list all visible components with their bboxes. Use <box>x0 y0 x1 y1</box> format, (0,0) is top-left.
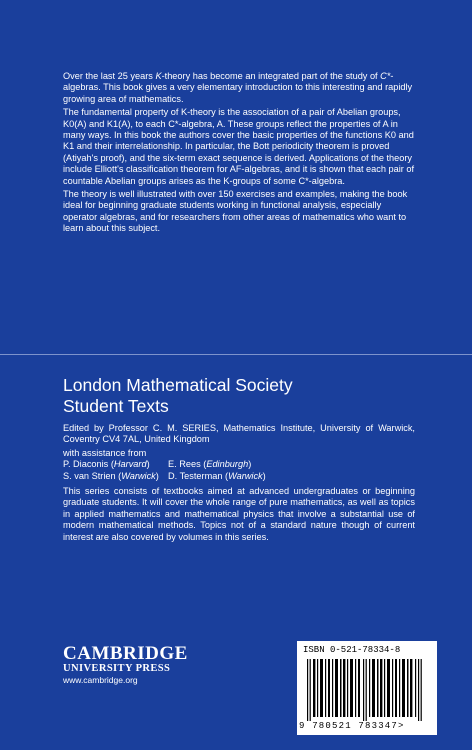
assistant: P. Diaconis (Harvard) <box>63 459 150 470</box>
publisher-url: www.cambridge.org <box>63 675 138 685</box>
blurb-paragraph-1: Over the last 25 years K-theory has become an integrated part of the study of C*-algebras. This book gives a very elementary introduction to this interesting and rapidly growing area of mathematics. <box>63 71 413 104</box>
series-title: London Mathematical Society Student Texts <box>63 375 293 416</box>
publisher-name: CAMBRIDGE <box>63 643 188 664</box>
series-editor: Edited by Professor C. M. SERIES, Mathematics Institute, University of Warwick, Coventry CV4 7AL, United Kingdom <box>63 423 415 445</box>
assistant: E. Rees (Edinburgh) <box>168 459 252 470</box>
barcode-number: 9 780521 783347> <box>299 721 405 731</box>
barcode-panel <box>297 641 437 735</box>
isbn-label: ISBN 0-521-78334-8 <box>303 645 401 655</box>
series-section <box>63 375 415 543</box>
assistant: S. van Strien (Warwick) <box>63 470 159 481</box>
blurb-paragraph-2: The fundamental property of K-theory is the association of a pair of Abelian groups, K0(A) and K1(A), to each C*-algebra, A. These groups reflect the properties of A in many ways. In this book the authors cover the basic properties of the functions K0 and K1 and their interrelationship. In particular, the Bott periodicity theorem is proved (Atiyah's proof), and the six-term exact sequence is derived. Applications of the theory include Elliott's classification theorem for AF-algebras, and it is shown that each pair of countable Abelian groups arises as the K-groups of some C*-algebra. <box>63 107 415 186</box>
barcode-icon <box>307 659 427 721</box>
assistant: D. Testerman (Warwick) <box>168 470 266 481</box>
series-description: This series consists of textbooks aimed at advanced undergraduates or beginning graduate students. It will cover the whole range of pure mathematics, as well as topics in applied mathematics and mathematical physics that involve a substantial use of modern mathematical methods. Topics not of a standard nature though of current interest are also covered by volumes in this series. <box>63 486 415 542</box>
assistants-list <box>63 459 415 482</box>
assistance-heading: with assistance from <box>63 447 147 458</box>
divider <box>0 354 472 355</box>
blurb <box>63 71 415 237</box>
blurb-paragraph-3: The theory is well illustrated with over 150 exercises and examples, making the book ideal for beginning graduate students working in functional analysis, especially operator algebras, and for researchers from other areas of mathematics who want to learn about this subject. <box>63 189 408 234</box>
publisher-press: UNIVERSITY PRESS <box>63 663 171 674</box>
publisher-logo <box>63 644 188 686</box>
